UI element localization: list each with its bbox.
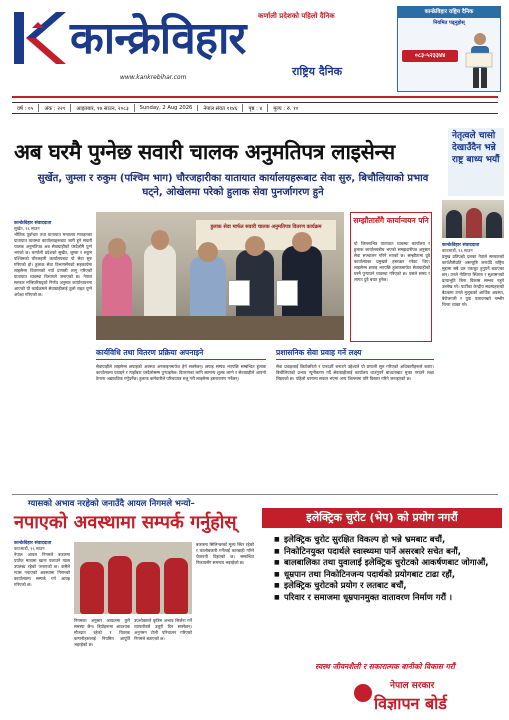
person-figure <box>486 212 502 238</box>
issue-number: अंक : २२१ <box>39 104 71 112</box>
ecig-ad[interactable] <box>262 508 502 720</box>
website-link[interactable]: www.kankrebihar.com <box>120 74 187 81</box>
gas-cylinder-icon <box>136 562 160 614</box>
person-head <box>151 230 169 250</box>
gas-cylinder-icon <box>164 558 188 614</box>
lpg-text-3: उपभोक्ताले कृत्रिम अभाव सिर्जना गर्ने व्यापारीबारे उजुरी दिन सक्नेछन्। अनुगमन टोली परिचालन गरिएको निगमले बताएको छ। <box>134 618 192 641</box>
lead-headline[interactable]: अब घरमै पुग्नेछ सवारी चालक अनुमतिपत्र लाइसेन्स <box>14 140 395 164</box>
lead-dateline: सुर्खेत, १६ साउन <box>14 226 40 231</box>
price: मूल्य : रु. १० <box>273 106 299 112</box>
ecig-ad-title: इलेक्ट्रिक चुरोट (भेप) को प्रयोग नगरौं <box>262 508 502 528</box>
lead-subhead: सुर्खेत, जुम्ला र रुकुम (पश्चिम भाग) चौरजहारीका यातायात कार्यालयहरूबाट सेवा सुरु, बिचौलियाको प्रभाव घट्ने, ओखेलमा परेको हुलाक सेवा पुनर्जागरण हुने <box>37 173 429 198</box>
masthead <box>0 0 509 96</box>
ecig-point: ■ निकोटिनयुक्त पदार्थले स्वास्थ्यमा पार्ने असरबारे सचेत बनौं, <box>274 546 500 558</box>
date-english: Sunday, 2 Aug 2026 <box>135 105 199 111</box>
person-figure <box>446 210 462 238</box>
lead-byline: कान्क्रेविहार संवाददाता <box>14 221 52 226</box>
person-head <box>108 238 126 258</box>
document-folder <box>228 280 250 306</box>
masthead-rule <box>12 96 498 98</box>
government-seal-icon <box>354 684 372 702</box>
side-story-byline: कान्क्रेविहार संवाददाता <box>442 243 480 248</box>
gas-cylinder-icon <box>108 556 132 614</box>
person-head <box>245 236 265 256</box>
lpg-text-2: निगमका अनुसार आयातमा कुनै समस्या छैन। डिपोहरूमा आवश्यक मौज्दात रहेको र वितरक कम्पनीहरूलाई नियमित आपूर्ति भइरहेको छ। <box>74 618 130 647</box>
ecig-point: ■ धूम्रपान तथा निकोटिनजन्य पदार्थको प्रयोगबाट टाढा रहौं, <box>274 569 500 581</box>
lead-photo <box>96 212 344 340</box>
reader-figure-icon <box>460 29 498 89</box>
ecig-point: ■ परिवार र समाजमा धूम्रपानमुक्त वातावरण निर्माण गरौं । <box>274 592 500 604</box>
section-divider <box>12 494 498 495</box>
masthead-ad[interactable] <box>397 6 501 92</box>
sub-story-1-title[interactable]: कार्यविधि तथा वितरण प्रक्रिया अपनाइने <box>96 348 266 360</box>
side-story-photo <box>442 200 504 238</box>
mou-title[interactable]: सम्झौतासँगै कार्यान्वयन पनि <box>351 213 431 239</box>
ecig-ad-points <box>274 534 500 603</box>
person-head <box>292 232 312 252</box>
lead-text: भौतिक पूर्वाधार तथा यातायात मन्त्रालय मातहतका यातायात व्यवस्था कार्यालयहरूबाट जारी हुने सवारी चालक अनुमतिपत्र अब सेवाग्राहीको घरदैलोमै पुग्ने भएको छ। कर्णाली प्रदेशको सुर्खेत, जुम्ला र रुकुम पश्चिमको चौरजहारी कार्यालयबाट यो सेवा सुरु गरिएको हो। हुलाक सेवा विभागसँगको सहकार्यमा लाइसेन्स वितरणको नयाँ प्रणाली लागू गरिएको यातायात व्यवस्था विभागले जनाएको छ। नेपाल सरकार मन्त्रिपरिषद्को निर्णय अनुसार कार्यान्वयनमा आएको यो कार्यक्रमले सेवाग्राहीलाई ठूलो राहत पुग्ने अपेक्षा गरिएको छ। <box>14 231 92 297</box>
gov-label: नेपाल सरकार <box>390 681 435 691</box>
lead-column-1 <box>14 220 92 298</box>
side-story-headline[interactable]: नेतृत्वले चासो देखाउँदैन भन्ने राष्ट्र बाध्य भयौं <box>452 131 500 165</box>
date-nepali: आइतबार, १७ साउन, २०८३ <box>71 104 134 112</box>
gov-board-name: विज्ञापन बोर्ड <box>374 694 447 713</box>
ecig-point: ■ इलेक्ट्रिक चुरोटको प्रयोग र लतबाट बचौं, <box>274 580 500 592</box>
ad-title: कान्क्रेविहार राष्ट्रिय दैनिक <box>398 7 500 18</box>
lpg-text-4: बजारमा सिलिन्डरको मूल्य स्थिर रहेको र कालोबजारी गर्नेलाई कारबाही गरिने चेतावनी दिइएको छ। सम्बन्धित निकायसँग समन्वय भइरहेको छ। <box>196 542 254 565</box>
logo-icon <box>10 8 68 68</box>
table <box>96 316 344 340</box>
ecig-point: ■ इलेक्ट्रिक चुरोट सुरक्षित विकल्प हो भन्ने भ्रमबाट बचौं, <box>274 534 500 546</box>
tagline: कर्णाली प्रदेशको पहिलो दैनिक <box>258 12 335 20</box>
page-count: पृष्ठ : ४ <box>243 104 268 112</box>
subtitle: राष्ट्रिय दैनिक <box>292 65 343 78</box>
ecig-point: ■ बालबालिका तथा युवालाई इलेक्ट्रिक चुरोटको आकर्षणबाट जोगाऔं, <box>274 557 500 569</box>
nepal-era: नेपाल संवत ११४६ <box>198 104 243 112</box>
person-figure <box>466 208 482 238</box>
year: वर्ष : ०५ <box>12 104 39 112</box>
photo-banner-text: हुलाक सेवा मार्फत सवारी चालक अनुमतिपत्र वितरण कार्यक्रम <box>210 224 322 230</box>
ad-subtitle: नियमित पढ्नुहोस् <box>433 20 465 26</box>
lpg-text-1: नेपाल आयल निगमले बजारमा पर्याप्त मात्रामा खाना पकाउने ग्यास उपलब्ध रहेको जनाएको छ। कसैले ग्यास नपाएको अवस्थामा निगमको कार्यालयमा सम्पर्क गर्न आग्रह गरिएको छ। <box>14 551 70 587</box>
ecig-ad-slogan: स्वस्थ जीवनशैली र सकारात्मक बानीको विकास गरौं <box>315 662 455 671</box>
info-bar <box>12 102 498 114</box>
gas-cylinder-icon <box>80 562 104 614</box>
sub-story-2-title[interactable]: प्रशासनिक सेवा प्रवाह गर्ने लक्ष्य <box>276 348 434 360</box>
side-story-box[interactable] <box>448 128 504 196</box>
gas-cylinder-photo <box>74 542 192 614</box>
sub-story-2-text: सेवा प्रवाहलाई छिटोछरितो र पारदर्शी बनाउने उद्देश्यले यो प्रणाली सुरु गरिएको अधिकारीहरूले बताए। बिचौलियाको प्रभाव न्यूनीकरण गर्दै सेवाग्राहीलाई कार्यालय धाउनुपर्ने बाध्यताबाट मुक्त गराउने लक्ष्य लिइएको छ। पहिलो चरणमा सफल भएमा अन्य जिल्लामा पनि विस्तार गरिने जनाइएको छ। <box>276 364 434 381</box>
lpg-byline: कान्क्रेविहार संवाददाता <box>14 541 52 546</box>
document-folder <box>276 280 298 306</box>
brand-title[interactable]: कान्क्रेविहार <box>70 13 246 64</box>
lpg-column-1 <box>14 540 70 588</box>
sub-story-1-text: सेवाग्राहीले लाइसेन्स छपाइको अवस्था अनलाइनमार्फत हेर्न सक्नेछन्। छपाइ सम्पन्न भएपछि सम्बन्धित हुलाक कार्यालयमा पठाइने र त्यहाँबाट घरदैलोसम्म पुऱ्याइनेछ। वितरणका लागि सामान्य शुल्क लाग्ने र सेवाग्राहीले आफ्नो ठेगाना अद्यावधिक गर्नुपर्नेछ। हुलाक कर्मचारीले परिचयपत्र रुजु गरी लाइसेन्स हस्तान्तरण गर्नेछन्। <box>96 364 266 381</box>
person-head <box>198 242 218 262</box>
lpg-headline[interactable]: नपाएको अवस्थामा सम्पर्क गर्नुहोस् <box>14 512 237 533</box>
ad-phone: ०८३-५२३३४४ <box>402 50 458 62</box>
lpg-kicker: ग्यासको अभाव नरहेको जनाउँदै आयल निगमले भन्यो– <box>28 499 195 509</box>
side-story-text: प्रमुख प्रतिपक्षी दलका नेताले सरकारको कार्यशैलीप्रति असन्तुष्टि जनाउँदै राष्ट्रिय मुद्दामा सबै दल एकजुट हुनुपर्ने बताएका छन्। उनले नीतिगत स्थिरता र सुशासनको प्रत्याभूति बिना विकास सम्भव नहुने उल्लेख गरे। पार्टीका केन्द्रीय सदस्यहरूको बैठकमा उनले मुलुकको आर्थिक अवस्था, बेरोजगारी र युवा पलायनबारे गम्भीर चिन्ता व्यक्त गरे। <box>442 253 504 307</box>
side-story-column <box>442 242 504 308</box>
side-story-dateline: काठमाडौं, १६ साउन <box>442 248 473 253</box>
lpg-dateline: काठमाडौं, १६ साउन <box>14 546 45 551</box>
mou-text: यो जिल्लाभित्र यातायात व्यवस्था कार्यालय र हुलाक कार्यालयबीच भएको समझदारीपत्र अनुसार सेवा सञ्चालन गरिने भएको छ। सम्झौतामा दुवै कार्यालयका प्रमुखले हस्ताक्षर गरेका थिए। लाइसेन्स छपाइ भएपछि हुलाकमार्फत सेवाग्राहीको घरमै पुऱ्याउने व्यवस्था गरिएको छ। यसले समय र लागत दुवै बचत हुनेछ। <box>354 241 430 282</box>
mou-box <box>350 212 432 342</box>
